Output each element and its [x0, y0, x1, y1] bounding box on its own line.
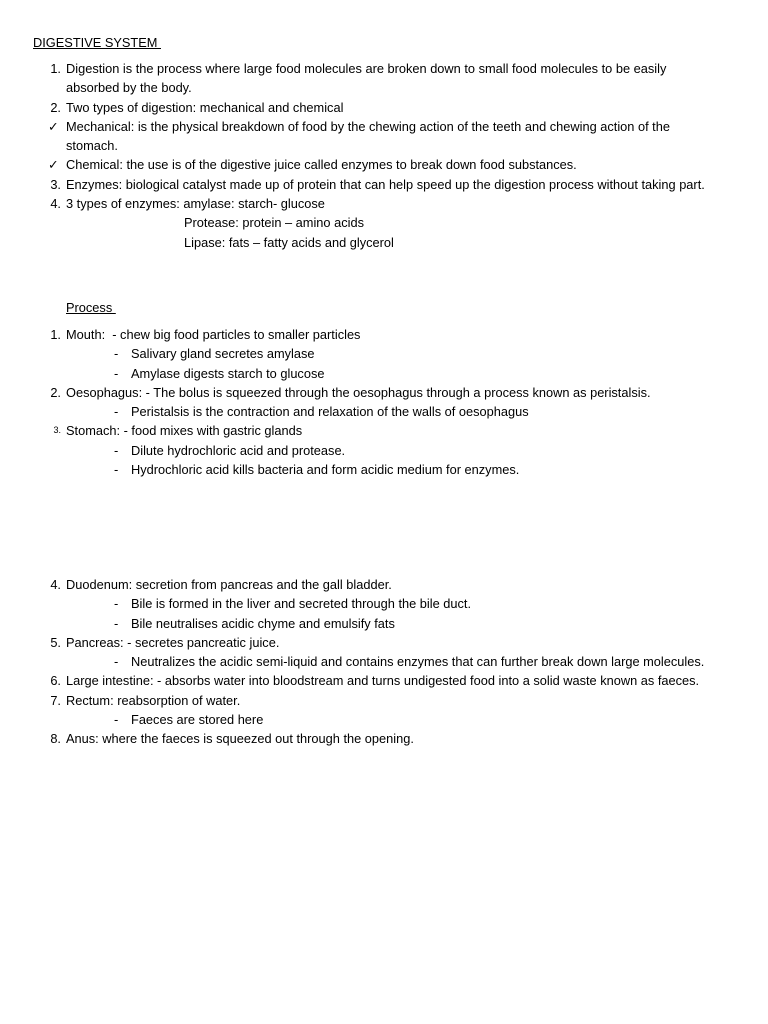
- dash-bullet: -: [114, 712, 119, 728]
- list-item: [0, 671, 768, 690]
- dash-bullet: -: [114, 442, 119, 458]
- process-list-part2: [0, 575, 768, 749]
- sub-list-item: [0, 441, 768, 460]
- list-item-text: Rectum: reabsorption of water.: [66, 692, 241, 708]
- enzyme-text: Lipase: fats – fatty acids and glycerol: [184, 234, 394, 250]
- sub-list-text: Hydrochloric acid kills bacteria and form acidic medium for enzymes.: [131, 462, 520, 478]
- list-item-text: stomach.: [66, 138, 118, 154]
- list-item: [0, 59, 768, 78]
- list-item: [0, 691, 768, 710]
- sub-list-text: Faeces are stored here: [131, 712, 264, 728]
- list-item: [0, 421, 768, 440]
- sub-list-item: [0, 364, 768, 383]
- sub-list-item: [0, 594, 768, 613]
- list-item: [0, 383, 768, 402]
- enzyme-line-protease: [0, 213, 768, 232]
- list-item-text: Mechanical: is the physical breakdown of food by the chewing action of the teeth and chewing action of the: [66, 118, 670, 134]
- dash-bullet: -: [114, 596, 119, 612]
- list-item: [0, 194, 768, 213]
- sub-list-text: Neutralizes the acidic semi-liquid and contains enzymes that can further break down large molecules.: [131, 654, 705, 670]
- sub-list-item: [0, 344, 768, 363]
- list-item-text: Anus: where the faeces is squeezed out through the opening.: [66, 731, 414, 747]
- checklist-item-chemical: [0, 155, 768, 174]
- sub-list-item: [0, 460, 768, 479]
- sub-list-item: [0, 614, 768, 633]
- list-item: [0, 325, 768, 344]
- dash-bullet: -: [114, 365, 119, 381]
- list-item-text: Large intestine: - absorbs water into bloodstream and turns undigested food into a solid waste known as faeces.: [66, 673, 700, 689]
- list-number: 7.: [50, 692, 61, 708]
- sub-list-text: Bile neutralises acidic chyme and emulsify fats: [131, 615, 395, 631]
- enzyme-line-lipase: [0, 233, 768, 252]
- process-heading: Process: [66, 300, 116, 315]
- list-number: 1.: [50, 61, 61, 76]
- list-item-text: 3 types of enzymes: amylase: starch- glucose: [66, 196, 325, 212]
- list-item: [0, 175, 768, 194]
- list-item: [0, 729, 768, 748]
- sub-list-text: Salivary gland secretes amylase: [131, 346, 315, 362]
- list-item: [0, 98, 768, 117]
- dash-bullet: -: [114, 462, 119, 478]
- list-item: [0, 633, 768, 652]
- document-title: DIGESTIVE SYSTEM: [33, 35, 161, 50]
- sub-list-text: Bile is formed in the liver and secreted through the bile duct.: [131, 596, 472, 612]
- checklist-item-mechanical: [0, 117, 768, 136]
- list-number: 5.: [50, 634, 61, 650]
- sub-list-item: [0, 402, 768, 421]
- sub-list-text: Peristalsis is the contraction and relaxation of the walls of oesophagus: [131, 404, 529, 420]
- list-number: 4.: [50, 196, 61, 212]
- list-item-text: absorbed by the body.: [66, 80, 192, 96]
- dash-bullet: -: [114, 404, 119, 420]
- checkmark-icon: ✓: [48, 118, 59, 134]
- list-number: 8.: [50, 731, 61, 747]
- list-number: 1.: [50, 327, 61, 342]
- dash-bullet: -: [114, 654, 119, 670]
- process-list-part1: [0, 325, 768, 479]
- list-item-text: Duodenum: secretion from pancreas and the gall bladder.: [66, 577, 392, 592]
- list-item-text: Pancreas: - secretes pancreatic juice.: [66, 634, 280, 650]
- list-number: 3.: [53, 425, 61, 436]
- list-number: 6.: [50, 673, 61, 689]
- intro-list: [0, 59, 768, 252]
- dash-bullet: -: [114, 346, 119, 362]
- list-item-continuation: [0, 136, 768, 155]
- enzyme-text: Protease: protein – amino acids: [184, 215, 364, 231]
- list-number: 2.: [50, 99, 61, 115]
- list-item-text: Stomach: - food mixes with gastric glands: [66, 423, 303, 439]
- sub-list-item: [0, 710, 768, 729]
- list-number: 2.: [50, 384, 61, 400]
- sub-list-text: Dilute hydrochloric acid and protease.: [131, 442, 346, 458]
- list-item-text: Digestion is the process where large food molecules are broken down to small food molecules to be easily: [66, 61, 667, 76]
- list-item-text: Enzymes: biological catalyst made up of protein that can help speed up the digestion process without taking part.: [66, 176, 705, 192]
- list-number: 4.: [50, 577, 61, 592]
- list-item-text: Mouth: - chew big food particles to smaller particles: [66, 327, 361, 342]
- list-item-text: Two types of digestion: mechanical and chemical: [66, 99, 344, 115]
- list-item-text: Oesophagus: - The bolus is squeezed through the oesophagus through a process known as peristalsis.: [66, 384, 651, 400]
- checkmark-icon: ✓: [48, 157, 59, 173]
- list-item: [0, 575, 768, 594]
- list-number: 3.: [50, 176, 61, 192]
- sub-list-item: [0, 652, 768, 671]
- dash-bullet: -: [114, 615, 119, 631]
- sub-list-text: Amylase digests starch to glucose: [131, 365, 325, 381]
- list-item-continuation: [0, 78, 768, 97]
- list-item-text: Chemical: the use is of the digestive juice called enzymes to break down food substances.: [66, 157, 577, 173]
